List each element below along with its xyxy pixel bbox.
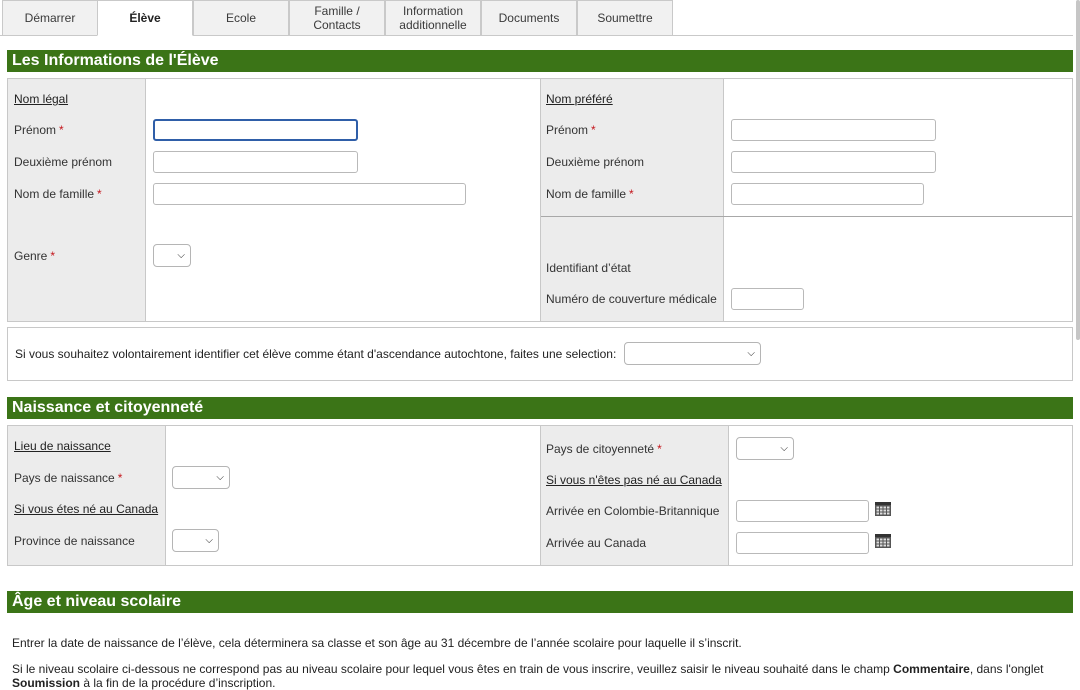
required-marker: * [591,123,596,137]
submission-tab-ref: Soumission [12,676,81,690]
birth-country-text: Pays de naissance [14,471,115,485]
divider [728,426,729,565]
section-header-birth: Naissance et citoyenneté [7,397,1073,419]
middle-name-input[interactable] [153,151,358,173]
birth-province-label: Province de naissance [14,534,135,548]
gender-text: Genre [14,249,48,263]
required-marker: * [97,187,102,201]
birth-place-heading: Lieu de naissance [14,439,111,453]
required-marker: * [59,123,64,137]
tab-famille-contacts[interactable]: Famille / Contacts [289,0,385,36]
first-name-text: Prénom [14,123,57,137]
grade-instructions-line2 [12,676,275,690]
required-marker: * [50,249,56,263]
required-marker: * [657,442,662,456]
tab-eleve[interactable]: Élève [97,0,193,36]
pref-last-name-input[interactable] [731,183,924,205]
birth-panel [7,425,1073,566]
chevron-down-icon: ⌵ [747,348,755,359]
if-born-canada-heading: Si vous étes né au Canada [14,502,159,516]
grade-text: , dans l'onglet [969,662,1044,676]
tab-information-additionnelle[interactable]: Information additionnelle [385,0,481,36]
preferred-name-heading: Nom préféré [546,92,613,106]
tab-baseline [0,35,97,36]
arrival-bc-label: Arrivée en Colombie-Britannique [546,504,720,518]
birth-country-select[interactable] [172,466,230,489]
pref-first-name-label [546,123,596,137]
section-header-student: Les Informations de l'Élève [7,50,1073,72]
divider [723,79,724,321]
citizenship-country-label [546,442,662,456]
divider [145,79,146,321]
divider [541,216,1072,217]
gender-select[interactable] [153,244,191,267]
first-name-input[interactable] [153,119,358,141]
tab-soumettre[interactable]: Soumettre [577,0,673,36]
chevron-down-icon: ⌵ [216,472,224,483]
medical-number-label: Numéro de couverture médicale [546,292,717,306]
if-not-born-canada-heading: Si vous n'êtes pas né au Canada [546,473,722,487]
tab-ecole[interactable]: Ecole [193,0,289,36]
calendar-icon[interactable] [875,502,891,516]
chevron-down-icon: ⌵ [780,443,788,454]
pref-first-name-text: Prénom [546,123,589,137]
tab-baseline [193,35,1073,36]
first-name-label [14,123,64,137]
comment-field-ref: Commentaire [893,662,970,676]
required-marker: * [117,471,123,485]
arrival-canada-label: Arrivée au Canada [546,536,647,550]
calendar-icon[interactable] [875,534,891,548]
chevron-down-icon: ⌵ [205,535,213,546]
tab-documents[interactable]: Documents [481,0,577,36]
indigenous-select[interactable] [624,342,761,365]
pref-middle-name-label: Deuxième prénom [546,155,645,169]
middle-name-label: Deuxième prénom [14,155,113,169]
medical-number-input[interactable] [731,288,804,310]
state-id-label: Identifiant d’état [546,261,631,275]
gender-label [14,249,55,263]
birth-province-select[interactable] [172,529,219,552]
grade-text: à la fin de la procédure d’inscription. [80,676,276,690]
last-name-input[interactable] [153,183,466,205]
pref-last-name-label [546,187,634,201]
arrival-bc-input[interactable] [736,500,869,522]
indigenous-label: Si vous souhaitez volontairement identifier cet élève comme étant d'ascendance autochtone, faites une selection: [15,347,617,361]
citizenship-country-text: Pays de citoyenneté [546,442,655,456]
divider [165,426,166,565]
legal-name-heading: Nom légal [14,92,69,106]
scrollbar[interactable] [1076,0,1080,340]
citizenship-country-select[interactable] [736,437,794,460]
tab-demarrer[interactable]: Démarrer [2,0,98,36]
grade-text: Si le niveau scolaire ci-dessous ne correspond pas au niveau scolaire pour lequel vous êtes en train de vous inscrire, veuillez saisir le niveau souhaité dans le champ [12,662,894,676]
last-name-label [14,187,102,201]
arrival-canada-input[interactable] [736,532,869,554]
pref-middle-name-input[interactable] [731,151,936,173]
pref-last-name-text: Nom de famille [546,187,627,201]
pref-first-name-input[interactable] [731,119,936,141]
required-marker: * [629,187,634,201]
age-instructions: Entrer la date de naissance de l’élève, cela déterminera sa classe et son âge au 31 décembre de l’année scolaire pour laquelle il s’inscrit. [12,636,742,650]
section-header-age: Âge et niveau scolaire [7,591,1073,613]
grade-instructions-line1 [12,662,1044,676]
chevron-down-icon: ⌵ [177,250,185,261]
birth-country-label [14,471,122,485]
last-name-text: Nom de famille [14,187,95,201]
